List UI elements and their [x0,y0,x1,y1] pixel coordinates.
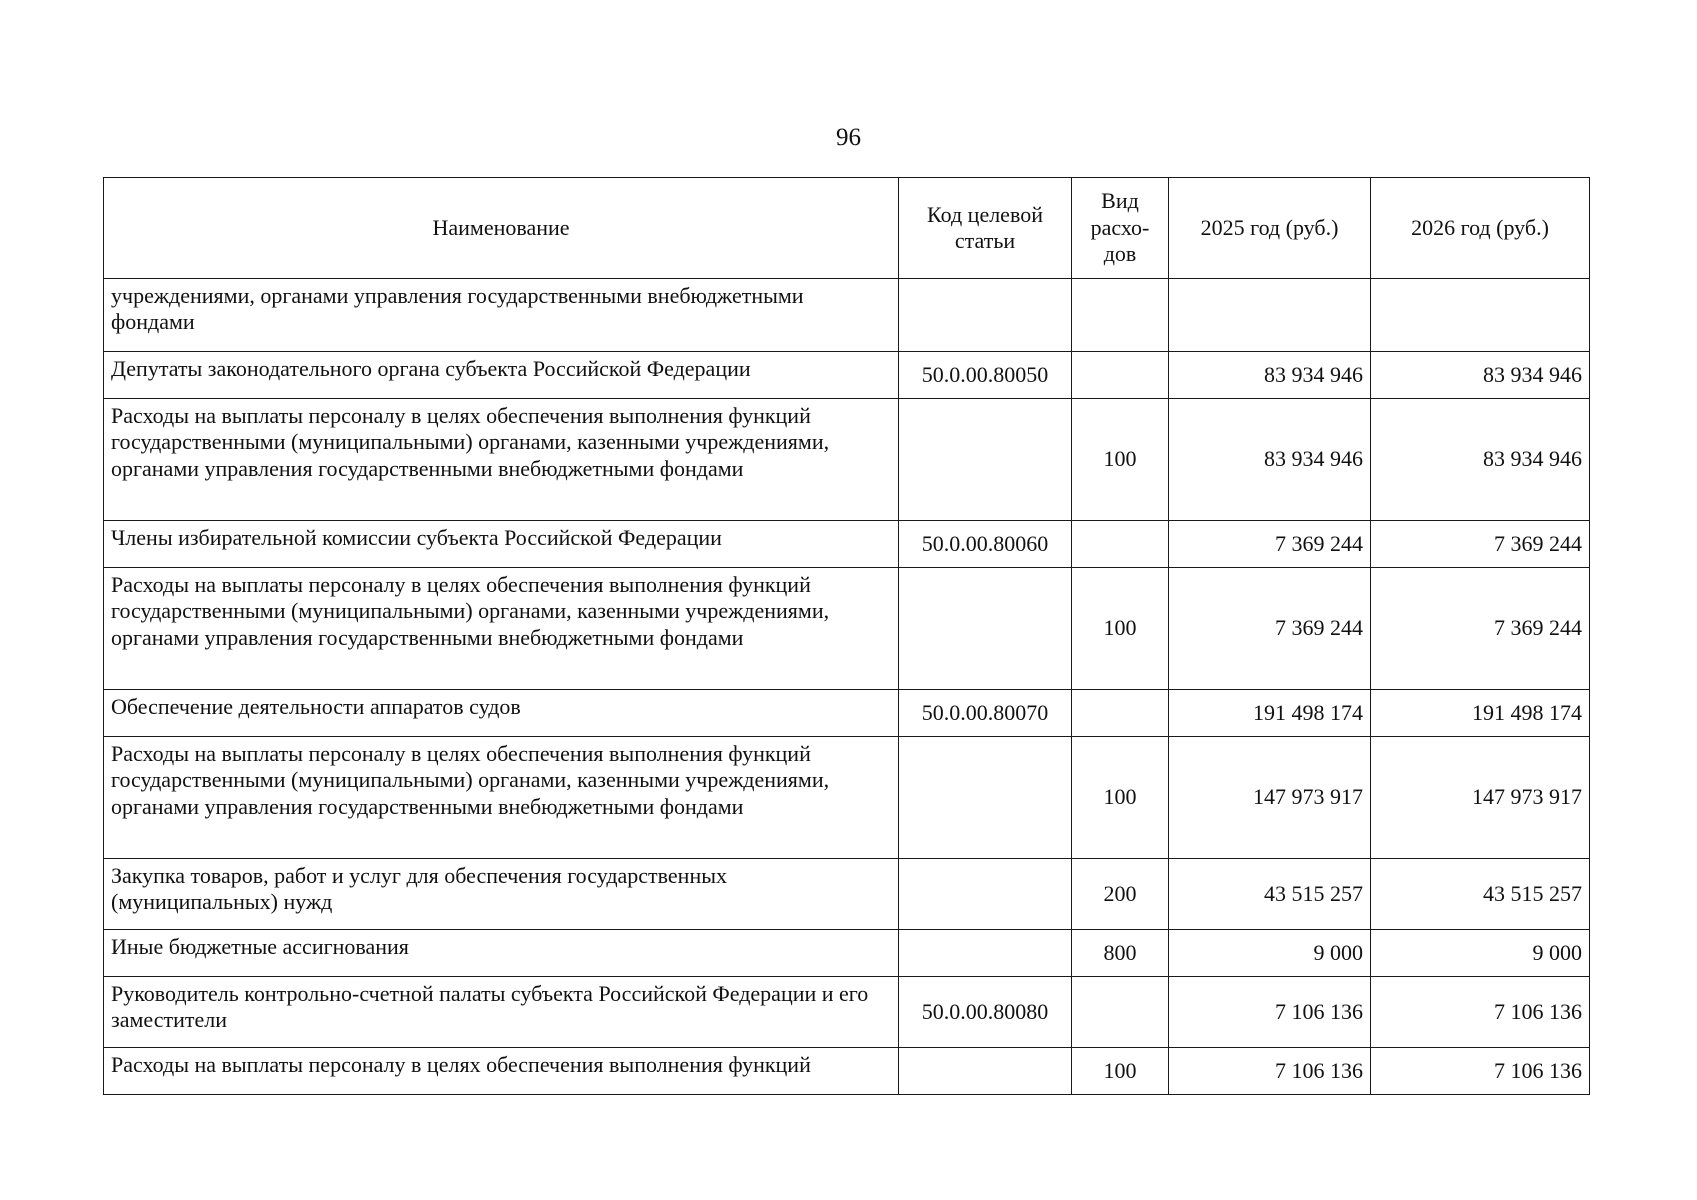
table-row [104,737,1590,859]
cell-code: 50.0.00.80080 [899,977,1072,1048]
cell-code: 50.0.00.80070 [899,690,1072,737]
cell-code [899,737,1072,859]
table-row [104,977,1590,1048]
cell-type: 100 [1072,737,1169,859]
cell-2026: 83 934 946 [1371,399,1590,521]
table-row [104,1048,1590,1095]
header-2025: 2025 год (руб.) [1169,178,1371,279]
cell-type: 200 [1072,859,1169,930]
cell-2025 [1169,279,1371,352]
cell-2025: 83 934 946 [1169,352,1371,399]
cell-code [899,859,1072,930]
cell-2025: 7 369 244 [1169,568,1371,690]
table-row [104,279,1590,352]
cell-2026: 83 934 946 [1371,352,1590,399]
cell-2025: 7 106 136 [1169,1048,1371,1095]
cell-2026: 7 369 244 [1371,568,1590,690]
cell-2026: 147 973 917 [1371,737,1590,859]
cell-code: 50.0.00.80060 [899,521,1072,568]
cell-2026: 191 498 174 [1371,690,1590,737]
table-row [104,399,1590,521]
cell-code [899,279,1072,352]
cell-2026: 7 106 136 [1371,1048,1590,1095]
cell-code [899,568,1072,690]
cell-code [899,930,1072,977]
budget-table [103,177,1590,1095]
cell-type [1072,690,1169,737]
cell-type: 100 [1072,568,1169,690]
cell-name: учреждениями, органами управления государственными внебюджетными фондами [104,279,899,352]
table-row [104,930,1590,977]
cell-2025: 43 515 257 [1169,859,1371,930]
cell-type [1072,521,1169,568]
cell-type: 100 [1072,1048,1169,1095]
header-type: Вид расхо-дов [1072,178,1169,279]
cell-2025: 83 934 946 [1169,399,1371,521]
cell-name: Расходы на выплаты персоналу в целях обеспечения выполнения функций государственными (муниципальными) органами, казенными учреждениями, органами управления государственными внебюджетными фондами [104,568,899,690]
header-code: Код целевой статьи [899,178,1072,279]
cell-type: 800 [1072,930,1169,977]
cell-type [1072,279,1169,352]
table-row [104,521,1590,568]
header-name: Наименование [104,178,899,279]
cell-name: Руководитель контрольно-счетной палаты субъекта Российской Федерации и его заместители [104,977,899,1048]
cell-name: Закупка товаров, работ и услуг для обеспечения государственных (муниципальных) нужд [104,859,899,930]
cell-code: 50.0.00.80050 [899,352,1072,399]
cell-name: Расходы на выплаты персоналу в целях обеспечения выполнения функций [104,1048,899,1095]
cell-2025: 7 106 136 [1169,977,1371,1048]
cell-2026: 43 515 257 [1371,859,1590,930]
cell-2025: 7 369 244 [1169,521,1371,568]
cell-2025: 147 973 917 [1169,737,1371,859]
cell-type: 100 [1072,399,1169,521]
table-row [104,690,1590,737]
cell-type [1072,352,1169,399]
cell-code [899,1048,1072,1095]
cell-name: Члены избирательной комиссии субъекта Российской Федерации [104,521,899,568]
cell-2025: 191 498 174 [1169,690,1371,737]
cell-2026: 7 106 136 [1371,977,1590,1048]
table-row [104,568,1590,690]
cell-type [1072,977,1169,1048]
cell-code [899,399,1072,521]
cell-name: Расходы на выплаты персоналу в целях обеспечения выполнения функций государственными (муниципальными) органами, казенными учреждениями, органами управления государственными внебюджетными фондами [104,737,899,859]
header-row [104,178,1590,279]
table-row [104,352,1590,399]
cell-2026: 9 000 [1371,930,1590,977]
page-number: 96 [836,124,861,151]
cell-2025: 9 000 [1169,930,1371,977]
cell-2026: 7 369 244 [1371,521,1590,568]
cell-name: Депутаты законодательного органа субъекта Российской Федерации [104,352,899,399]
cell-name: Иные бюджетные ассигнования [104,930,899,977]
cell-name: Расходы на выплаты персоналу в целях обеспечения выполнения функций государственными (муниципальными) органами, казенными учреждениями, органами управления государственными внебюджетными фондами [104,399,899,521]
header-2026: 2026 год (руб.) [1371,178,1590,279]
cell-name: Обеспечение деятельности аппаратов судов [104,690,899,737]
table-row [104,859,1590,930]
cell-2026 [1371,279,1590,352]
